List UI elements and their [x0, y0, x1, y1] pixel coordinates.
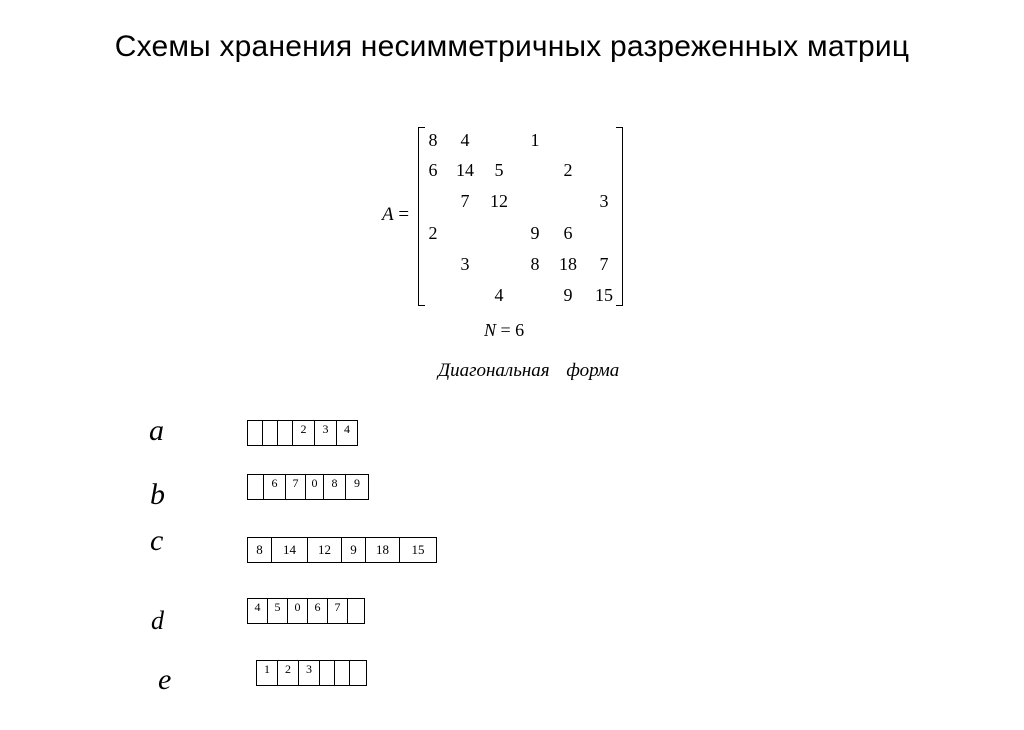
matrix-left-bracket: [418, 127, 425, 306]
storage-array-a: [247, 420, 358, 446]
array-b-cell: 6: [264, 475, 286, 499]
array-a-cell: [278, 421, 293, 445]
array-c-cell: 15: [411, 542, 425, 557]
matrix-cell: 3: [460, 254, 470, 274]
array-c-cell: 12: [308, 538, 342, 562]
array-a-cell: 3: [315, 421, 337, 445]
array-a-cell: 4: [344, 422, 350, 436]
array-b-cell: 7: [286, 475, 306, 499]
array-e-cell: [320, 661, 335, 685]
matrix-cell: 4: [494, 285, 504, 305]
array-b-cell: [248, 475, 264, 499]
matrix-cell: 5: [494, 160, 504, 180]
array-c-cell: 18: [366, 538, 400, 562]
matrix-cell: 9: [563, 285, 573, 305]
storage-array-b: [247, 474, 369, 500]
array-letter-a: a: [149, 414, 164, 447]
array-b-cell: 0: [306, 475, 324, 499]
page-title: Схемы хранения несимметричных разреженных матриц: [114, 30, 910, 63]
matrix-cell: 3: [599, 191, 609, 211]
array-e-cell: 1: [257, 661, 278, 685]
array-letter-e: e: [158, 663, 172, 696]
storage-form-label: Диагональная форма: [438, 360, 620, 381]
array-d-cell: 7: [328, 599, 348, 623]
array-e-cell: 3: [299, 661, 320, 685]
matrix-cell: 1: [530, 130, 540, 150]
array-letter-c: c: [150, 524, 164, 557]
matrix-equals-sign: =: [398, 204, 410, 225]
array-e-cell: [350, 661, 366, 685]
matrix-cell: 7: [599, 254, 609, 274]
array-b-cell: 8: [324, 475, 346, 499]
matrix-size-symbol: N: [484, 320, 497, 340]
array-letter-d: d: [151, 606, 164, 635]
array-c-cell: 14: [272, 538, 308, 562]
matrix-cell: 7: [460, 191, 470, 211]
array-letter-b: b: [150, 478, 165, 511]
matrix-cell: 18: [559, 254, 577, 274]
array-b-cell: 9: [354, 476, 360, 490]
matrix-right-bracket: [616, 127, 623, 306]
matrix-name: A: [382, 204, 394, 225]
storage-array-c: [247, 537, 437, 563]
array-d-cell: 4: [248, 599, 268, 623]
matrix-cell: 8: [428, 130, 438, 150]
storage-array-d: [247, 598, 365, 624]
matrix-cell: 4: [460, 130, 470, 150]
array-c-cell: 8: [248, 538, 272, 562]
matrix-cell: 2: [428, 223, 438, 243]
array-c-cell: 9: [342, 538, 366, 562]
array-d-cell: [348, 599, 364, 623]
matrix-cell: 6: [563, 223, 573, 243]
array-a-cell: 2: [293, 421, 315, 445]
matrix-cell: 2: [563, 160, 573, 180]
matrix-size-equals: =: [500, 320, 511, 340]
matrix-name-label: [382, 204, 409, 226]
matrix-size-label: [484, 320, 524, 341]
matrix-cell: 8: [530, 254, 540, 274]
array-d-cell: 0: [288, 599, 308, 623]
array-a-cell: [263, 421, 278, 445]
matrix-size-value: 6: [515, 320, 525, 340]
matrix-cell: 6: [428, 160, 438, 180]
matrix-cell: 14: [456, 160, 474, 180]
array-d-cell: 5: [268, 599, 288, 623]
storage-array-e: [256, 660, 367, 686]
array-d-cell: 6: [308, 599, 328, 623]
matrix-cell: 12: [490, 191, 508, 211]
array-a-cell: [248, 421, 263, 445]
array-e-cell: 2: [278, 661, 299, 685]
matrix-cell: 15: [595, 285, 613, 305]
matrix-cell: 9: [530, 223, 540, 243]
array-e-cell: [335, 661, 350, 685]
